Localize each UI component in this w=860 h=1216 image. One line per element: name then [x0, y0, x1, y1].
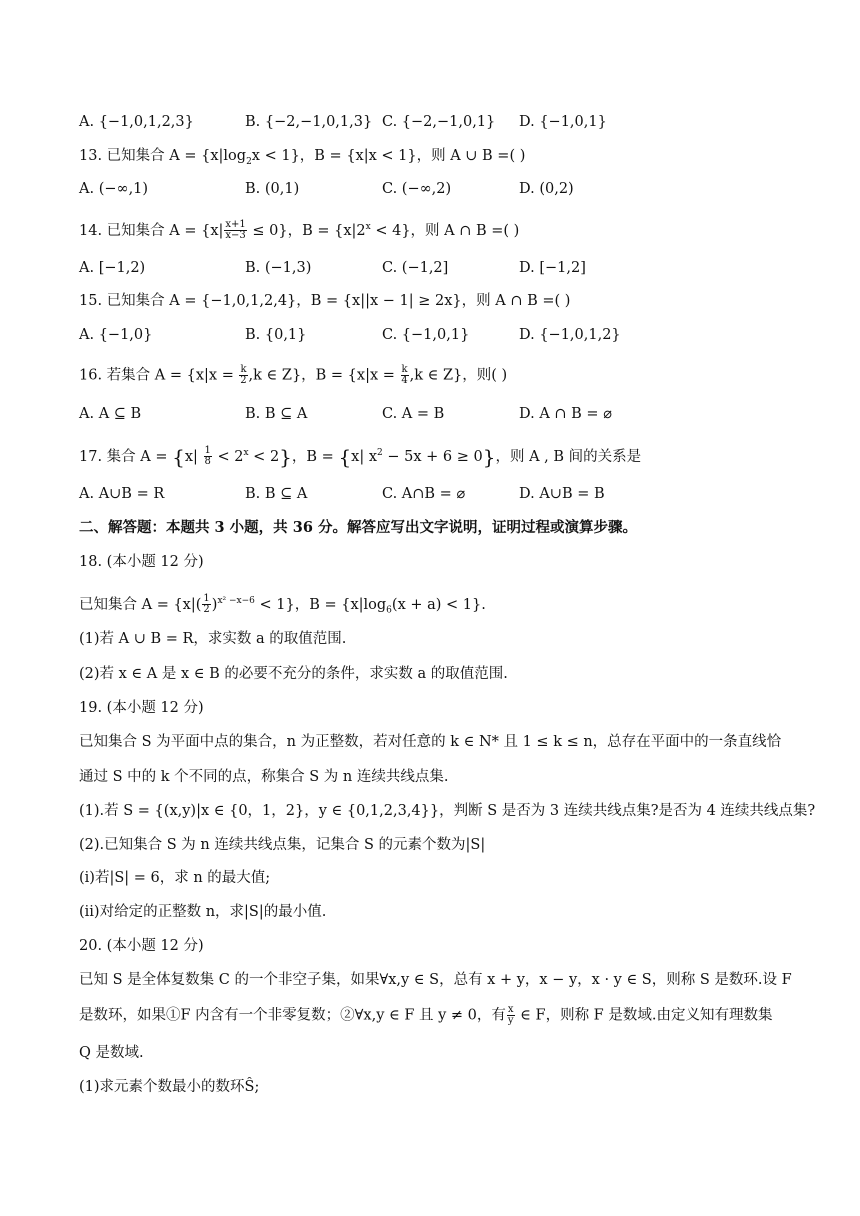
- q19-part2: (2).已知集合 S 为 n 连续共线点集，记集合 S 的元素个数为|S|: [79, 837, 486, 853]
- q20-stem-line1: 已知 S 是全体复数集 C 的一个非空子集，如果∀x,y ∈ S，总有 x + y，x − y，x · y ∈ S，则称 S 是数环.设 F: [79, 972, 792, 988]
- q17-option-a[interactable]: A. A∪B = R: [79, 486, 165, 502]
- q18-stem-part: < 1}，B = {x|log: [254, 596, 387, 613]
- q18-frac-den: 2: [203, 604, 210, 616]
- q16-stem-part: ,k ∈ Z}，则( ): [409, 367, 508, 384]
- q17-brace: {: [338, 444, 352, 469]
- q13-stem-part: 13. 已知集合 A = {x|log: [79, 148, 247, 164]
- q18-log-base: 6: [386, 605, 392, 616]
- q20-stem-part: 是数环，如果①F 内含有一个非零复数；②∀x,y ∈ F 且 y ≠ 0，有: [79, 1007, 506, 1024]
- q18-stem-part: ): [211, 596, 218, 613]
- q19-stem-line1: 已知集合 S 为平面中点的集合，n 为正整数，若对任意的 k ∈ N* 且 1 ≤ k ≤ n，总存在平面中的一条直线恰: [79, 734, 782, 750]
- q18-frac-num: 1: [203, 593, 210, 605]
- q17-stem: [79, 443, 641, 467]
- q12-option-c[interactable]: C. {−2,−1,0,1}: [382, 114, 496, 130]
- q14-stem-part: 14. 已知集合 A = {x|: [79, 222, 224, 239]
- q18-stem: [79, 591, 486, 621]
- q16-fraction-2: [401, 365, 409, 386]
- q17-option-d[interactable]: D. A∪B = B: [519, 486, 605, 502]
- q20-stem-line2: [79, 1005, 772, 1026]
- q14-frac-num: x+1: [225, 219, 246, 231]
- q18-exponent: x² −x−6: [217, 596, 255, 606]
- q12-option-d[interactable]: D. {−1,0,1}: [519, 114, 607, 130]
- q19-part2-i: (ⅰ)若|S| = 6，求 n 的最大值;: [79, 870, 271, 886]
- q17-stem-part: ，则 A , B 间的关系是: [495, 448, 642, 465]
- q15-option-b[interactable]: B. {0,1}: [245, 327, 307, 343]
- q20-frac-den: y: [507, 1015, 514, 1026]
- q16-frac1-den: 2: [240, 375, 247, 386]
- q13-stem-part: x < 1}，B = {x|x < 1}，则 A ∪ B =( ): [251, 148, 526, 164]
- q16-stem: [79, 365, 507, 386]
- q14-stem: [79, 217, 519, 241]
- q12-option-b[interactable]: B. {−2,−1,0,1,3}: [245, 114, 373, 130]
- q16-frac2-den: 4: [401, 375, 408, 386]
- q14-option-c[interactable]: C. (−1,2]: [382, 260, 449, 276]
- q20-title: 20. (本小题 12 分): [79, 938, 204, 954]
- q20-stem-part: ∈ F，则称 F 是数域.由定义知有理数集: [515, 1007, 773, 1024]
- q17-option-b[interactable]: B. B ⊆ A: [245, 486, 308, 502]
- q20-fraction: [507, 1005, 515, 1026]
- q13-option-c[interactable]: C. (−∞,2): [382, 181, 452, 197]
- q16-stem-part: 16. 若集合 A = {x|x =: [79, 367, 239, 384]
- q15-option-a[interactable]: A. {−1,0}: [79, 327, 153, 343]
- q16-fraction-1: [239, 365, 247, 386]
- q15-stem: 15. 已知集合 A = {−1,0,1,2,4}，B = {x||x − 1| ≥ 2x}，则 A ∩ B =( ): [79, 293, 571, 309]
- q15-option-d[interactable]: D. {−1,0,1,2}: [519, 327, 621, 343]
- q20-stem-line3: Q 是数域.: [79, 1045, 144, 1061]
- q16-frac2-num: k: [401, 364, 408, 375]
- q19-part1: (1).若 S = {(x,y)|x ∈ {0，1，2}，y ∈ {0,1,2,3,4}}，判断 S 是否为 3 连续共线点集?是否为 4 连续共线点集?: [79, 803, 816, 819]
- q18-part2: (2)若 x ∈ A 是 x ∈ B 的必要不充分的条件，求实数 a 的取值范围.: [79, 666, 508, 682]
- q14-stem-part: < 4}，则 A ∩ B =( ): [370, 222, 520, 239]
- q18-stem-part: 已知集合 A = {x|(: [79, 596, 202, 613]
- q16-option-c[interactable]: C. A = B: [382, 406, 445, 422]
- q14-fraction: [224, 220, 246, 241]
- q17-stem-part: 17. 集合 A =: [79, 448, 173, 465]
- q12-option-a[interactable]: A. {−1,0,1,2,3}: [79, 114, 194, 130]
- q18-fraction: [202, 594, 210, 615]
- q17-brace: }: [279, 444, 292, 469]
- q14-stem-part: ≤ 0}，B = {x|2: [247, 222, 366, 239]
- q14-option-a[interactable]: A. [−1,2): [79, 260, 146, 276]
- q18-part1: (1)若 A ∪ B = R，求实数 a 的取值范围.: [79, 631, 347, 647]
- q17-stem-part: ，B =: [291, 448, 339, 465]
- q18-stem-part: (x + a) < 1}.: [391, 596, 486, 613]
- q17-stem-part: x| x: [351, 448, 378, 465]
- q17-exponent: 2: [377, 448, 383, 458]
- q19-stem-line2: 通过 S 中的 k 个不同的点，称集合 S 为 n 连续共线点集.: [79, 769, 449, 785]
- q17-stem-part: < 2: [212, 448, 244, 465]
- q15-option-c[interactable]: C. {−1,0,1}: [382, 327, 470, 343]
- q19-part2-ii: (ⅱ)对给定的正整数 n，求|S|的最小值.: [79, 904, 327, 920]
- q13-option-d[interactable]: D. (0,2): [519, 181, 574, 197]
- q16-stem-part: ,k ∈ Z}，B = {x|x =: [248, 367, 400, 384]
- q20-frac-num: x: [507, 1004, 514, 1015]
- q19-title: 19. (本小题 12 分): [79, 700, 204, 716]
- q13-log-base: 2: [246, 156, 252, 167]
- q17-fraction: [204, 446, 212, 467]
- q17-stem-part: x|: [184, 448, 203, 465]
- q14-option-b[interactable]: B. (−1,3): [245, 260, 312, 276]
- q13-stem: [79, 146, 525, 172]
- q13-option-b[interactable]: B. (0,1): [245, 181, 300, 197]
- q20-part1: (1)求元素个数最小的数环Ŝ;: [79, 1079, 260, 1095]
- q17-stem-part: < 2: [248, 448, 280, 465]
- q17-brace: {: [172, 444, 185, 469]
- q14-option-d[interactable]: D. [−1,2]: [519, 260, 586, 276]
- q14-frac-den: x−3: [225, 230, 246, 242]
- q17-option-c[interactable]: C. A∩B = ⌀: [382, 486, 466, 502]
- q17-exponent: x: [243, 448, 249, 458]
- q17-frac-den: 8: [204, 456, 211, 468]
- section-heading: 二、解答题：本题共 3 小题，共 36 分。解答应写出文字说明，证明过程或演算步骤。: [79, 519, 637, 536]
- q16-frac1-num: k: [240, 364, 247, 375]
- q14-exponent: x: [365, 222, 371, 232]
- q16-option-a[interactable]: A. A ⊆ B: [79, 406, 142, 422]
- q17-stem-part: − 5x + 6 ≥ 0: [382, 448, 483, 465]
- q16-option-b[interactable]: B. B ⊆ A: [245, 406, 308, 422]
- q16-option-d[interactable]: D. A ∩ B = ⌀: [519, 406, 612, 422]
- q13-option-a[interactable]: A. (−∞,1): [79, 181, 149, 197]
- q17-brace: }: [482, 444, 496, 469]
- q18-title: 18. (本小题 12 分): [79, 554, 204, 570]
- q17-frac-num: 1: [204, 445, 211, 457]
